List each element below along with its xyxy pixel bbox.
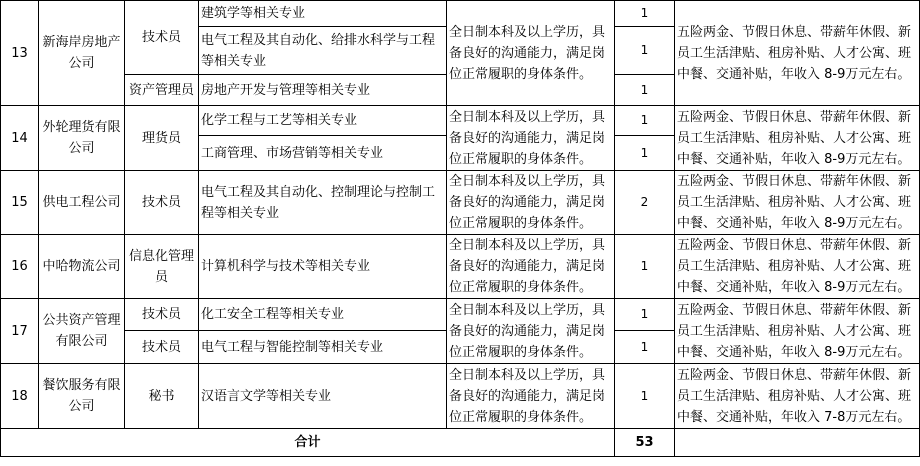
- major-requirement: 汉语言文学等相关专业: [199, 364, 447, 429]
- headcount: 1: [615, 136, 675, 171]
- company-name: 餐饮服务有限公司: [39, 364, 125, 429]
- company-name: 外轮理货有限公司: [39, 106, 125, 171]
- company-name: 公共资产管理有限公司: [39, 299, 125, 364]
- headcount: 2: [615, 171, 675, 235]
- major-requirement: 建筑学等相关专业: [199, 1, 447, 27]
- major-requirement: 电气工程及其自动化、控制理论与控制工程等相关专业: [199, 171, 447, 235]
- total-value: 53: [615, 429, 675, 457]
- major-requirement: 化学工程与工艺等相关专业: [199, 106, 447, 136]
- benefits: 五险两金、节假日休息、带薪年休假、新员工生活津贴、租房补贴、人才公寓、班中餐、交通补贴，年收入 8-9万元左右。: [675, 1, 920, 106]
- benefits: 五险两金、节假日休息、带薪年休假、新员工生活津贴、租房补贴、人才公寓、班中餐、交通补贴，年收入 8-9万元左右。: [675, 106, 920, 171]
- row-number: 15: [1, 171, 39, 235]
- headcount: 1: [615, 106, 675, 136]
- major-requirement: 房地产开发与管理等相关专业: [199, 75, 447, 106]
- major-requirement: 电气工程及其自动化、给排水科学与工程等相关专业: [199, 27, 447, 75]
- qualification-requirement: 全日制本科及以上学历，具备良好的沟通能力，满足岗位正常履职的身体条件。: [447, 106, 615, 171]
- benefits: 五险两金、节假日休息、带薪年休假、新员工生活津贴、租房补贴、人才公寓、班中餐、交通补贴，年收入 8-9万元左右。: [675, 171, 920, 235]
- headcount: 1: [615, 1, 675, 27]
- row-number: 14: [1, 106, 39, 171]
- qualification-requirement: 全日制本科及以上学历，具备良好的沟通能力，满足岗位正常履职的身体条件。: [447, 235, 615, 299]
- headcount: 1: [615, 27, 675, 75]
- position-name: 信息化管理员: [125, 235, 199, 299]
- table-row: [1, 106, 920, 136]
- total-label: 合计: [1, 429, 615, 457]
- position-name: 资产管理员: [125, 75, 199, 106]
- qualification-requirement: 全日制本科及以上学历，具备良好的沟通能力，满足岗位正常履职的身体条件。: [447, 364, 615, 429]
- major-requirement: 电气工程与智能控制等相关专业: [199, 331, 447, 364]
- headcount: 1: [615, 364, 675, 429]
- table-row: [1, 299, 920, 331]
- table-row: [1, 235, 920, 299]
- table-row: [1, 364, 920, 429]
- position-name: 秘书: [125, 364, 199, 429]
- position-name: 技术员: [125, 299, 199, 331]
- row-number: 16: [1, 235, 39, 299]
- benefits: 五险两金、节假日休息、带薪年休假、新员工生活津贴、租房补贴、人才公寓、班中餐、交通补贴，年收入 8-9万元左右。: [675, 235, 920, 299]
- headcount: 1: [615, 75, 675, 106]
- position-name: 技术员: [125, 331, 199, 364]
- qualification-requirement: 全日制本科及以上学历，具备良好的沟通能力，满足岗位正常履职的身体条件。: [447, 171, 615, 235]
- qualification-requirement: 全日制本科及以上学历，具备良好的沟通能力，满足岗位正常履职的身体条件。: [447, 1, 615, 106]
- headcount: 1: [615, 331, 675, 364]
- position-name: 理货员: [125, 106, 199, 171]
- benefits: 五险两金、节假日休息、带薪年休假、新员工生活津贴、租房补贴、人才公寓、班中餐、交通补贴，年收入 7-8万元左右。: [675, 364, 920, 429]
- headcount: 1: [615, 235, 675, 299]
- total-empty-cell: [675, 429, 920, 457]
- major-requirement: 计算机科学与技术等相关专业: [199, 235, 447, 299]
- company-name: 中哈物流公司: [39, 235, 125, 299]
- major-requirement: 工商管理、市场营销等相关专业: [199, 136, 447, 171]
- company-name: 新海岸房地产公司: [39, 1, 125, 106]
- position-name: 技术员: [125, 171, 199, 235]
- row-number: 17: [1, 299, 39, 364]
- benefits: 五险两金、节假日休息、带薪年休假、新员工生活津贴、租房补贴、人才公寓、班中餐、交通补贴，年收入 8-9万元左右。: [675, 299, 920, 364]
- row-number: 13: [1, 1, 39, 106]
- row-number: 18: [1, 364, 39, 429]
- qualification-requirement: 全日制本科及以上学历，具备良好的沟通能力，满足岗位正常履职的身体条件。: [447, 299, 615, 364]
- headcount: 1: [615, 299, 675, 331]
- table-row: [1, 171, 920, 235]
- company-name: 供电工程公司: [39, 171, 125, 235]
- position-name: 技术员: [125, 1, 199, 75]
- total-row: [1, 429, 920, 457]
- major-requirement: 化工安全工程等相关专业: [199, 299, 447, 331]
- table-row: [1, 1, 920, 27]
